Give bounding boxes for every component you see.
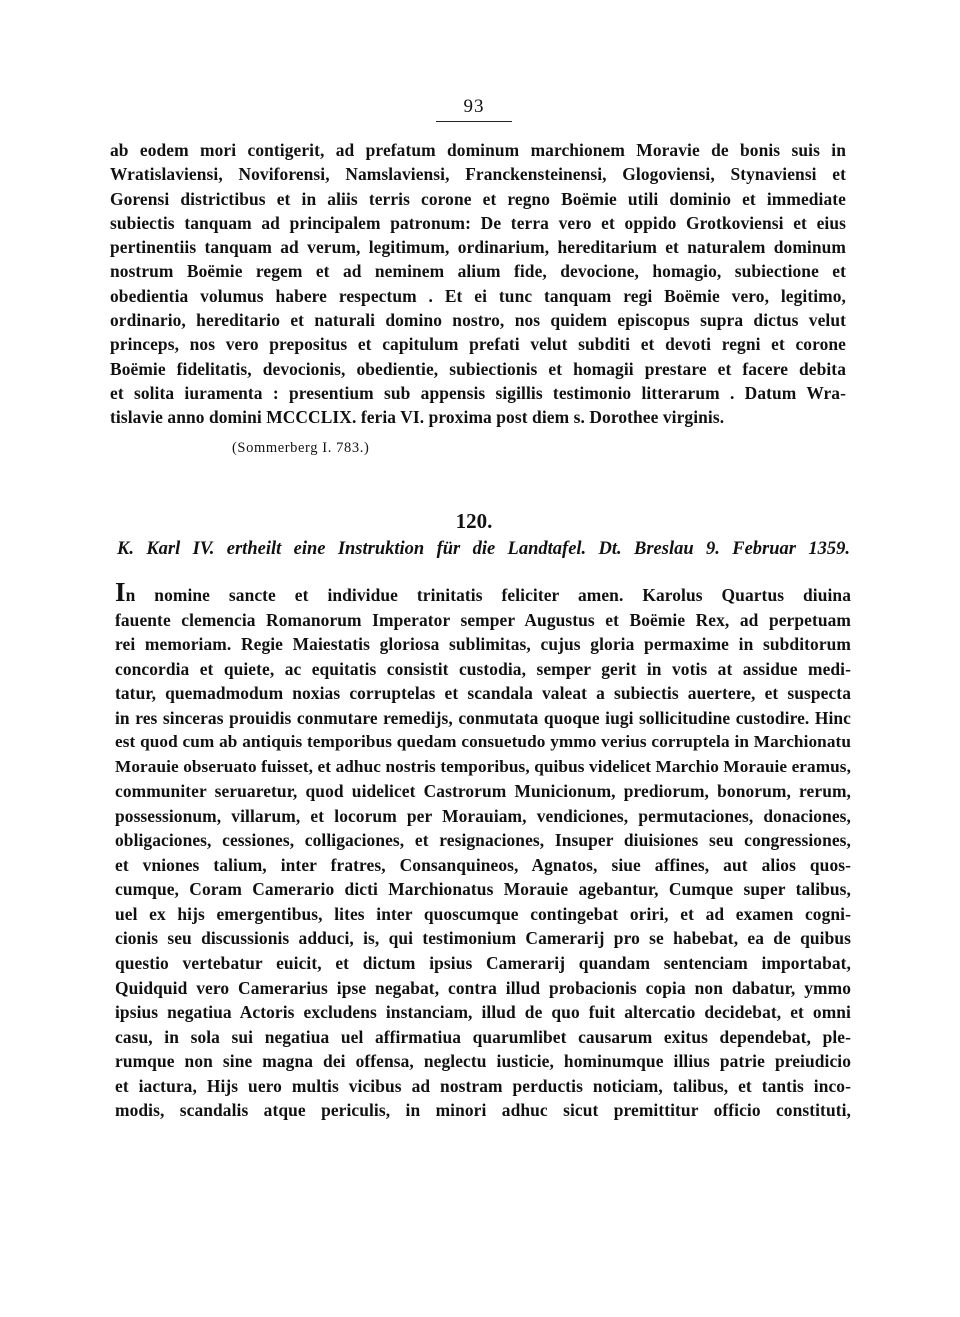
text-line: subiectis tanquam ad principalem patronum: De terra vero et oppido Grotkoviensi et eius <box>110 212 846 233</box>
text-line: casu, in sola sui negatiua uel affirmatiua quarumlibet causarum exitus dependebat, ple- <box>115 1026 851 1047</box>
page-number: 93 <box>463 96 485 117</box>
text-line: communiter seruaretur, quod uidelicet Castrorum Municionum, prediorum, bonorum, rerum, <box>115 781 851 802</box>
text-line: cionis seu discussionis adduci, is, qui testimonium Camerarij pro se habebat, ea de quibus <box>115 928 851 949</box>
text-line: possessionum, villarum, et locorum per Morauiam, vendiciones, permutaciones, donaciones, <box>115 805 851 826</box>
text-line: in res sinceras prouidis conmutare remedijs, conmutata quoque iugi sollicitudine custodire. Hinc <box>115 707 851 728</box>
text-line: cumque, Coram Camerario dicti Marchionatus Morauie agebantur, Cumque super talibus, <box>115 879 851 900</box>
text-line: obligaciones, cessiones, colligaciones, et resignaciones, Insuper diuisiones seu congressiones, <box>115 830 851 851</box>
text-line: modis, scandalis atque periculis, in minori adhuc sicut premittitur officio constituti, <box>115 1100 851 1121</box>
first-line-text: n nomine sancte et individue trinitatis feliciter amen. Karolus Quartus diuina <box>125 585 851 605</box>
text-line: est quod cum ab antiquis temporibus quedam consuetudo ymmo verius corruptela in Marchionatu <box>115 732 851 752</box>
text-line: ordinario, hereditario et naturali domino nostro, nos quidem episcopus supra dictus velut <box>110 310 846 331</box>
text-line: rumque non sine magna dei offensa, neglectu iusticie, hominumque illius patrie preiudicio <box>115 1051 851 1072</box>
text-line: Quidquid vero Camerarius ipse negabat, contra illud probacionis copia non dabatur, ymmo <box>115 977 851 998</box>
text-line: ab eodem mori contigerit, ad prefatum dominum marchionem Moravie de bonis suis in <box>110 140 846 160</box>
source-note: (Sommerberg I. 783.) <box>232 440 370 456</box>
text-line: Boëmie fidelitatis, devocionis, obedientie, subiectionis et homagii prestare et facere debita <box>110 358 846 379</box>
text-line: et solita iuramenta : presentium sub appensis sigillis testimonio litterarum . Datum Wra- <box>110 382 846 403</box>
text-line: Wratislaviensi, Noviforensi, Namslaviensi, Franckensteinensi, Glogoviensi, Stynaviensi et <box>110 164 846 185</box>
text-line: Gorensi districtibus et in aliis terris corone et regno Boëmie utili dominio et immediate <box>110 188 846 209</box>
text-line: princeps, nos vero prepositus et capitulum prefati velut subditi et devoti regni et corone <box>110 334 846 355</box>
text-line: pertinentiis tanquam ad verum, legitimum, ordinarium, hereditarium et naturalem dominum <box>110 237 846 258</box>
text-line: Morauie obseruato fuisset, et adhuc nostris temporibus, quibus videlicet Marchio Morauie eramus, <box>115 756 851 776</box>
text-line: et iactura, Hijs uero multis vicibus ad nostram perductis noticiam, talibus, et tantis inco- <box>115 1075 851 1096</box>
first-text-line <box>115 577 851 608</box>
document-title: K. Karl IV. ertheilt eine Instruktion für die Landtafel. Dt. Breslau 9. Februar 1359. <box>117 539 850 559</box>
text-line: uel ex hijs emergentibus, lites inter quoscumque contingebat oriri, et ad examen cogni- <box>115 903 851 924</box>
text-line: questio vertebatur euicit, et dictum ipsius Camerarij quandam sentenciam importabat, <box>115 952 851 973</box>
text-line: tatur, quemadmodum noxias corruptelas et scandala valeat a subiectis auertere, et suspecta <box>115 683 851 704</box>
text-line: nostrum Boëmie regem et ad neminem alium fide, devocione, homagio, subiectione et <box>110 261 846 282</box>
text-line: concordia et quiete, ac equitatis consistit custodia, semper gerit in votis at assidue medi- <box>115 658 851 679</box>
text-line: fauente clemencia Romanorum Imperator semper Augustus et Boëmie Rex, ad perpetuam <box>115 609 851 630</box>
text-line: obedientia volumus habere respectum . Et ei tunc tanquam regi Boëmie vero, legitimo, <box>110 285 846 306</box>
text-line: rei memoriam. Regie Maiestatis gloriosa sublimitas, cujus gloria permaxime in subditorum <box>115 634 851 655</box>
document-number: 120. <box>455 509 493 533</box>
page-number-rule <box>436 121 512 122</box>
text-line: et vniones talium, inter fratres, Consanquineos, Agnatos, siue affines, aut alios quos- <box>115 854 851 875</box>
text-line: tislavie anno domini MCCCLIX. feria VI. proxima post diem s. Dorothee virginis. <box>110 407 725 428</box>
text-line: ipsius negatiua Actoris excludens instanciam, illud de quo fuit altercatio decidebat, et omni <box>115 1002 851 1023</box>
main-paragraph <box>115 577 851 1123</box>
continuation-paragraph <box>110 138 846 430</box>
initial-letter: I <box>115 577 126 607</box>
